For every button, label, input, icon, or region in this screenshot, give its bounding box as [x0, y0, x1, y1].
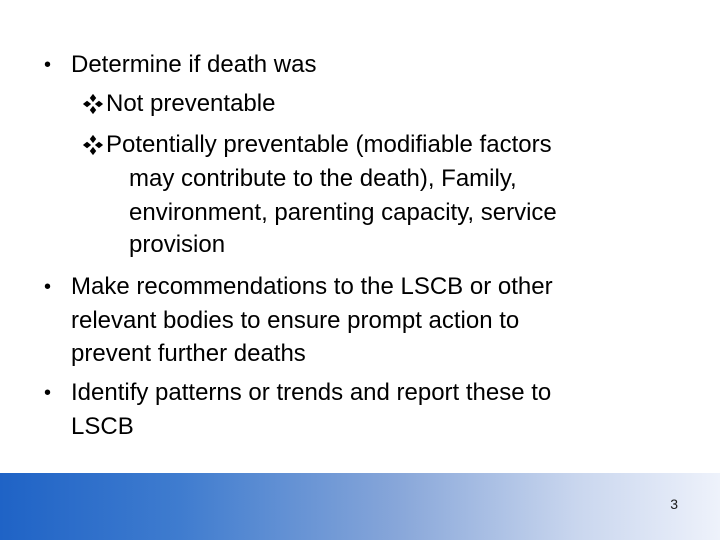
bullet-1-line-1: Determine if death was: [71, 51, 317, 78]
bullet-icon: •: [44, 382, 52, 404]
sub-bullet-2-line-4: provision: [129, 231, 226, 258]
bullet-2-line-3: prevent further deaths: [71, 340, 306, 367]
sub-bullet-2-line-2: may contribute to the death), Family,: [129, 165, 517, 192]
bullet-3-line-1: Identify patterns or trends and report these to: [71, 379, 552, 406]
sub-bullet-2-line-1: Potentially preventable (modifiable factors: [106, 131, 552, 158]
bullet-2-line-2: relevant bodies to ensure prompt action to: [71, 307, 520, 334]
bullet-icon: •: [44, 276, 52, 298]
bullet-3-line-2: LSCB: [71, 413, 134, 440]
bullet-icon: •: [44, 54, 52, 76]
footer-gradient-bar: [0, 473, 720, 540]
bullet-2-line-1: Make recommendations to the LSCB or other: [71, 273, 553, 300]
four-diamond-bullet-icon: [82, 93, 104, 115]
page-number: 3: [670, 496, 678, 512]
four-diamond-bullet-icon: [82, 134, 104, 156]
sub-bullet-1-line-1: Not preventable: [106, 90, 276, 117]
sub-bullet-2-line-3: environment, parenting capacity, service: [129, 199, 557, 226]
